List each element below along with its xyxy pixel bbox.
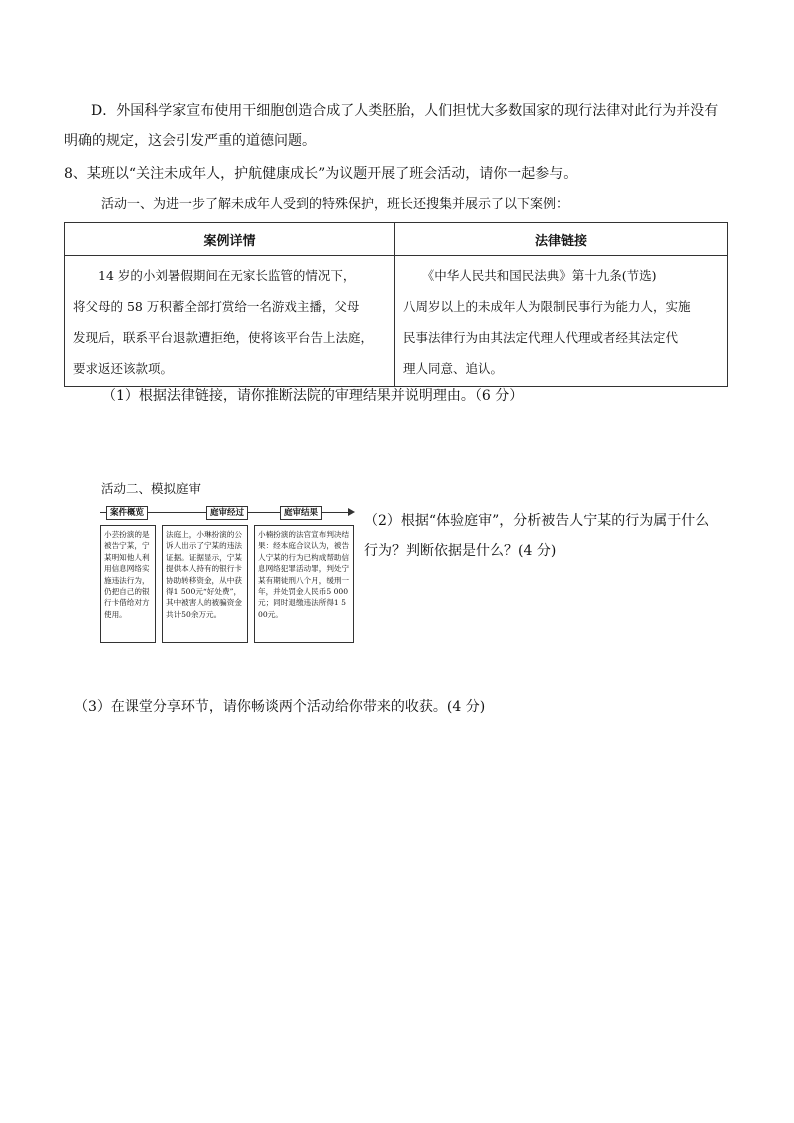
law-line: 理人同意、追认。 [403, 361, 504, 376]
sub-question-3: （3）在课堂分享环节，请你畅谈两个活动给你带来的收获。(4 分) [74, 699, 486, 715]
sub-question-2-line2: 行为？判断依据是什么？(4 分) [364, 543, 557, 559]
sub-question-2-line1: （2）根据“体验庭审”，分析被告人宁某的行为属于什么 [364, 513, 710, 529]
case-line: 将父母的 58 万积蓄全部打赏给一名游戏主播，父母 [73, 299, 360, 314]
law-line: 《中华人民共和国民法典》第十九条(节选) [403, 268, 657, 283]
law-line: 民事法律行为由其法定代理人代理或者经其法定代 [403, 330, 679, 345]
tag-trial-result: 庭审结果 [280, 506, 322, 520]
question-8-stem: 8、某班以“关注未成年人，护航健康成长”为议题开展了班会活动，请你一起参与。 [64, 166, 578, 182]
law-link-cell [395, 256, 728, 387]
tag-trial-process: 庭审经过 [206, 506, 248, 520]
tag-case-overview: 案件概览 [106, 506, 148, 520]
sub-question-1: （1）根据法律链接，请你推断法院的审理结果并说明理由。（6 分） [102, 388, 524, 404]
arrow-head-icon [348, 508, 355, 516]
table-header-law: 法律链接 [395, 223, 728, 256]
case-line: 14 岁的小刘暑假期间在无家长监管的情况下， [73, 268, 356, 283]
mock-trial-diagram [100, 506, 356, 646]
box-case-overview: 小芸扮演的是被告宁某，宁某明知他人利用信息网络实施违法行为，仍把自己的银行卡借给对方使用。 [100, 525, 156, 643]
case-table [64, 222, 728, 387]
table-header-case: 案例详情 [65, 223, 395, 256]
option-d-line2: 明确的规定，这会引发严重的道德问题。 [64, 133, 316, 149]
law-line: 八周岁以上的未成年人为限制民事行为能力人，实施 [403, 299, 691, 314]
activity2-title: 活动二、模拟庭审 [101, 481, 202, 496]
activity1-intro: 活动一、为进一步了解未成年人受到的特殊保护，班长还搜集并展示了以下案例： [101, 197, 570, 212]
option-d-line1: D．外国科学家宣布使用干细胞创造合成了人类胚胎，人们担忧大多数国家的现行法律对此行为并没有 [91, 103, 719, 119]
case-line: 要求返还该款项。 [73, 361, 174, 376]
box-trial-process: 法庭上，小琳扮演的公诉人出示了宁某的违法证据。证据显示，宁某提供本人持有的银行卡协助转移资金，从中获得1 500元“好处费”，其中被害人的被骗资金共计50余万元。 [162, 525, 248, 643]
box-trial-result: 小楠扮演的法官宣布判决结果：经本庭合议认为，被告人宁某的行为已构成帮助信息网络犯罪活动罪，判处宁某有期徒刑八个月，缓刑一年，并处罚金人民币5 000元；同时退缴违法所得1 500元。 [254, 525, 354, 643]
case-details-cell [65, 256, 395, 387]
case-line: 发现后，联系平台退款遭拒绝，使将该平台告上法庭， [73, 330, 374, 345]
